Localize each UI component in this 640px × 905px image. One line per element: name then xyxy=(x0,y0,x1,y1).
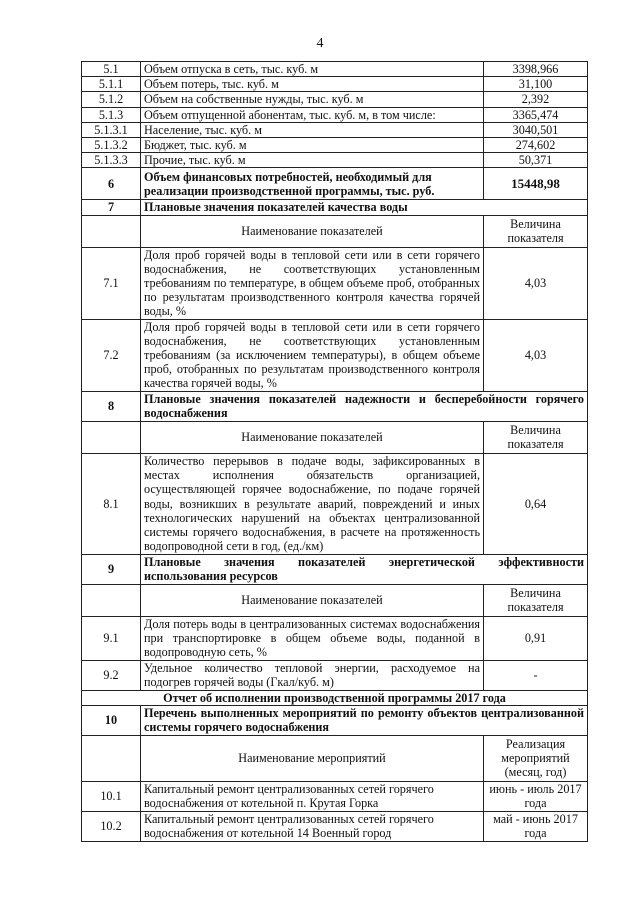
row-value: 0,64 xyxy=(484,453,588,554)
column-header-value: Величина показателя xyxy=(484,584,588,616)
column-header-value: Величина показателя xyxy=(484,215,588,247)
table-row xyxy=(82,247,588,319)
table-row xyxy=(82,453,588,554)
column-header-value: Величина показателя xyxy=(484,421,588,453)
row-name: Доля проб горячей воды в тепловой сети или в сети горячего водоснабжения, не соответствующих установленным требованиям по температуре, в общем объеме проб, отобранных по результатам производственного контроля качества горячей воды, % xyxy=(141,247,484,319)
row-value: 3365,474 xyxy=(484,107,588,122)
section-number: 6 xyxy=(82,168,141,200)
row-value: - xyxy=(484,660,588,690)
page-number: 4 xyxy=(316,36,324,51)
table-row xyxy=(82,781,588,811)
row-number: 5.1.3.3 xyxy=(82,153,141,168)
row-value: 274,602 xyxy=(484,138,588,153)
row-number: 8.1 xyxy=(82,453,141,554)
report-title: Отчет об исполнении производственной программы 2017 года xyxy=(82,690,588,705)
row-number: 5.1.3 xyxy=(82,107,141,122)
table-row xyxy=(82,77,588,92)
table-row xyxy=(82,319,588,391)
section-title: Объем финансовых потребностей, необходимый для реализации производственной программы, тыс. руб. xyxy=(141,168,484,200)
row-value: 4,03 xyxy=(484,319,588,391)
table-row xyxy=(82,62,588,77)
row-number: 7.2 xyxy=(82,319,141,391)
row-number: 5.1.3.2 xyxy=(82,138,141,153)
section-title: Плановые значения показателей энергетической эффективности использования ресурсов xyxy=(141,554,588,584)
section-10-title-row xyxy=(82,705,588,735)
program-table xyxy=(81,61,588,842)
row-name: Количество перерывов в подаче воды, зафиксированных в местах исполнения обязательств организацией, осуществляющей горячее водоснабжение, по подаче горячей воды, возникших в результате аварий, повреждений и иных технологических нарушений на объектах централизованной системы горячего водоснабжения, в расчете на протяженность водопроводной сети в год, (ед./км) xyxy=(141,453,484,554)
section-10-header-row xyxy=(82,735,588,781)
row-name: Население, тыс. куб. м xyxy=(141,122,484,137)
section-9-header-row xyxy=(82,584,588,616)
row-value: 3040,501 xyxy=(484,122,588,137)
section-6-row xyxy=(82,168,588,200)
row-number: 5.1.3.1 xyxy=(82,122,141,137)
section-8-header-row xyxy=(82,421,588,453)
section-number: 9 xyxy=(82,554,141,584)
table-row xyxy=(82,616,588,660)
row-number: 10.2 xyxy=(82,811,141,841)
row-value: 3398,966 xyxy=(484,62,588,77)
row-name: Объем потерь, тыс. куб. м xyxy=(141,77,484,92)
section-title: Перечень выполненных мероприятий по ремонту объектов централизованной системы горячего водоснабжения xyxy=(141,705,588,735)
row-name: Доля проб горячей воды в тепловой сети или в сети горячего водоснабжения, не соответствующих установленным требованиям (за исключением температуры), в общем объеме проб, отобранных по результатам производственного контроля качества горячей воды, % xyxy=(141,319,484,391)
row-value: 0,91 xyxy=(484,616,588,660)
section-8-title-row xyxy=(82,391,588,421)
section-9-title-row xyxy=(82,554,588,584)
column-header-name: Наименование показателей xyxy=(141,421,484,453)
section-number: 10 xyxy=(82,705,141,735)
row-name: Доля потерь воды в централизованных системах водоснабжения при транспортировке в общем объеме воды, поданной в водопроводную сеть, % xyxy=(141,616,484,660)
row-number: 7.1 xyxy=(82,247,141,319)
row-name: Бюджет, тыс. куб. м xyxy=(141,138,484,153)
row-name: Прочие, тыс. куб. м xyxy=(141,153,484,168)
row-value: 2,392 xyxy=(484,92,588,107)
table-row xyxy=(82,107,588,122)
column-header-name: Наименование мероприятий xyxy=(141,735,484,781)
table-row xyxy=(82,92,588,107)
row-value: 31,100 xyxy=(484,77,588,92)
row-name: Объем отпуска в сеть, тыс. куб. м xyxy=(141,62,484,77)
row-name: Удельное количество тепловой энергии, расходуемое на подогрев горячей воды (Гкал/куб. м) xyxy=(141,660,484,690)
row-value: июнь - июль 2017 года xyxy=(484,781,588,811)
row-value: 4,03 xyxy=(484,247,588,319)
section-7-title-row xyxy=(82,200,588,215)
row-number: 5.1.1 xyxy=(82,77,141,92)
row-value: май - июнь 2017 года xyxy=(484,811,588,841)
table-row xyxy=(82,660,588,690)
section-number: 8 xyxy=(82,391,141,421)
section-title: Плановые значения показателей качества воды xyxy=(141,200,588,215)
section-7-header-row xyxy=(82,215,588,247)
report-title-row xyxy=(82,690,588,705)
row-number: 5.1.2 xyxy=(82,92,141,107)
row-name: Объем отпущенной абонентам, тыс. куб. м, в том числе: xyxy=(141,107,484,122)
row-number: 5.1 xyxy=(82,62,141,77)
row-number: 9.2 xyxy=(82,660,141,690)
table-row xyxy=(82,122,588,137)
row-name: Капитальный ремонт централизованных сетей горячего водоснабжения от котельной 14 Военный город xyxy=(141,811,484,841)
row-number: 9.1 xyxy=(82,616,141,660)
row-value: 50,371 xyxy=(484,153,588,168)
table-row xyxy=(82,811,588,841)
section-number: 7 xyxy=(82,200,141,215)
table-row xyxy=(82,138,588,153)
row-number: 10.1 xyxy=(82,781,141,811)
row-name: Объем на собственные нужды, тыс. куб. м xyxy=(141,92,484,107)
column-header-name: Наименование показателей xyxy=(141,215,484,247)
section-title: Плановые значения показателей надежности и бесперебойности горячего водоснабжения xyxy=(141,391,588,421)
column-header-value: Реализация мероприятий (месяц, год) xyxy=(484,735,588,781)
column-header-name: Наименование показателей xyxy=(141,584,484,616)
row-name: Капитальный ремонт централизованных сетей горячего водоснабжения от котельной п. Крутая Горка xyxy=(141,781,484,811)
table-row xyxy=(82,153,588,168)
section-value: 15448,98 xyxy=(484,168,588,200)
